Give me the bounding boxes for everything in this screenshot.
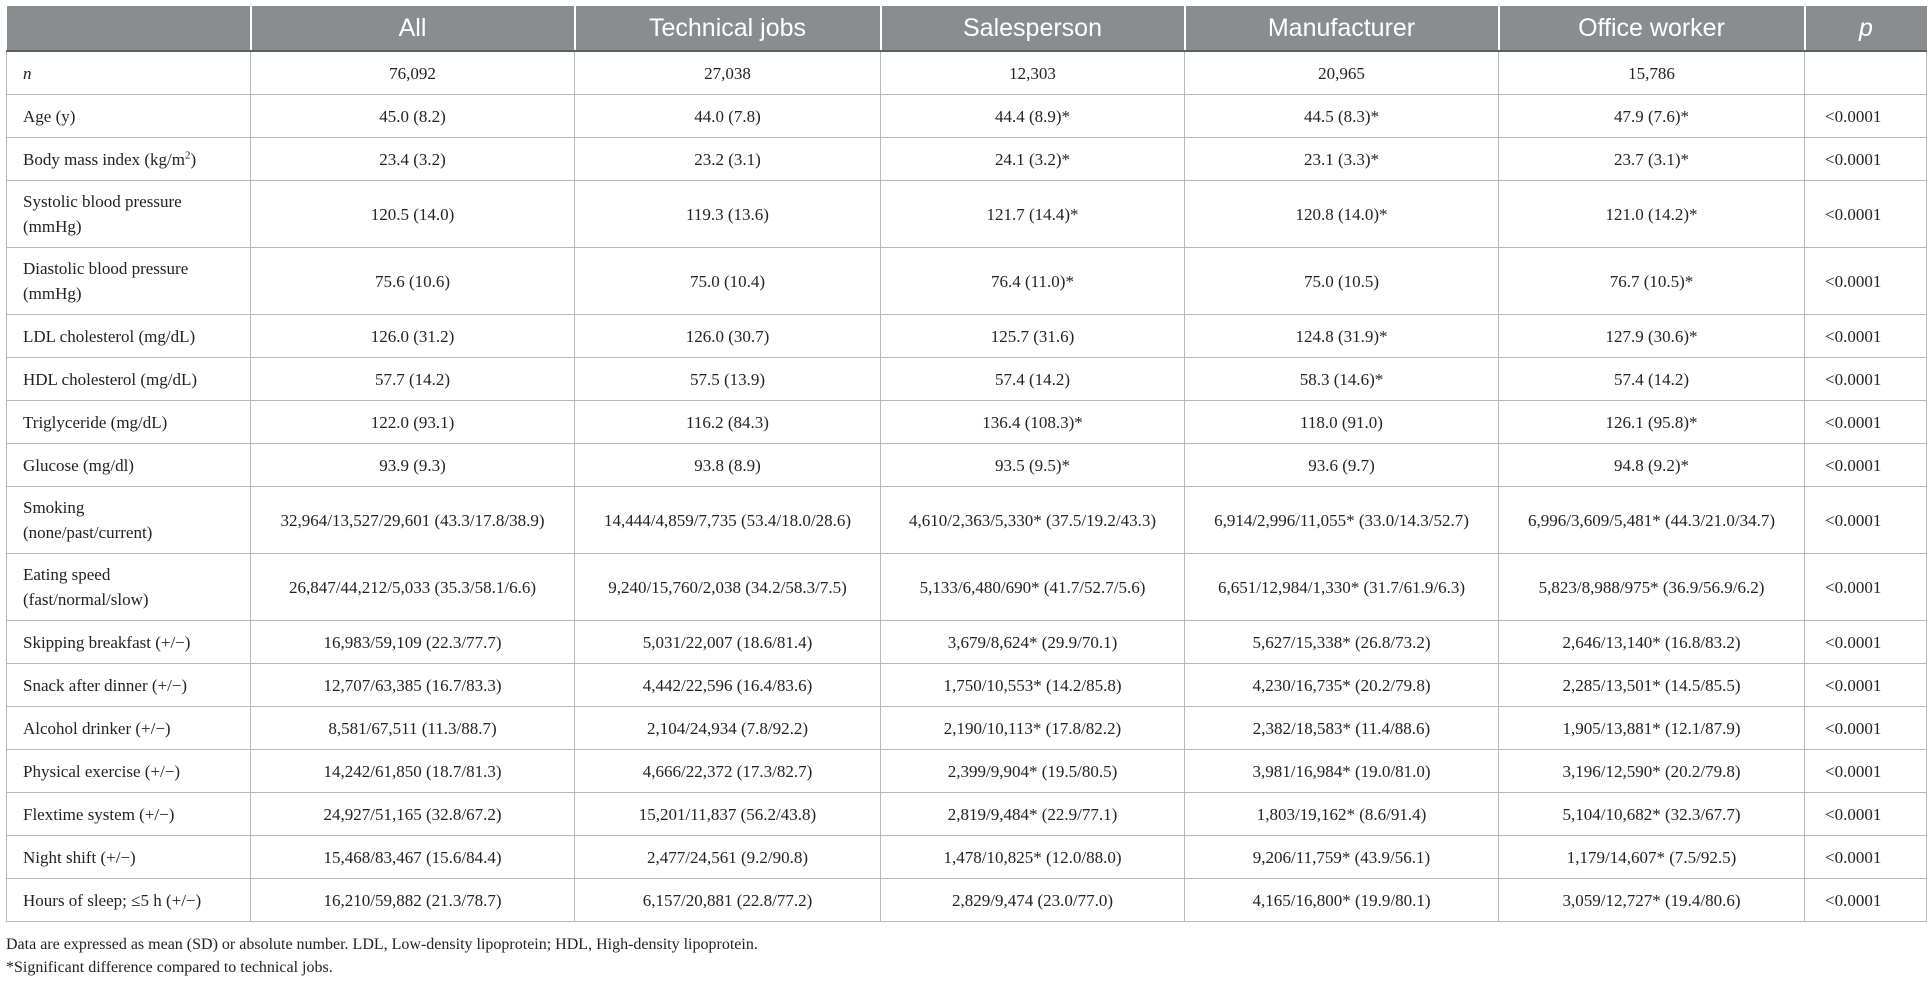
table-cell: 76.4 (11.0)* [881,248,1185,315]
table-cell: 76.7 (10.5)* [1499,248,1805,315]
row-label [7,181,251,248]
table-row [7,707,1927,750]
footnote: Data are expressed as mean (SD) or absolute number. LDL, Low-density lipoprotein; HDL, High-density lipoprotein. [6,936,758,953]
table-row [7,750,1927,793]
table-cell: 2,646/13,140* (16.8/83.2) [1499,621,1805,664]
table-cell: 44.0 (7.8) [575,95,881,138]
table-cell: 15,786 [1499,51,1805,95]
p-value-cell: <0.0001 [1805,358,1927,401]
table-cell: 120.8 (14.0)* [1185,181,1499,248]
row-label: LDL cholesterol (mg/dL) [7,315,251,358]
table-cell: 9,240/15,760/2,038 (34.2/58.3/7.5) [575,554,881,621]
table-cell: 4,610/2,363/5,330* (37.5/19.2/43.3) [881,487,1185,554]
table-cell: 1,478/10,825* (12.0/88.0) [881,836,1185,879]
table-cell: 23.1 (3.3)* [1185,138,1499,181]
row-label: n [7,51,251,95]
table-cell: 75.6 (10.6) [251,248,575,315]
p-value-cell: <0.0001 [1805,181,1927,248]
p-value-cell: <0.0001 [1805,444,1927,487]
column-header: Technical jobs [575,6,881,51]
table-cell: 119.3 (13.6) [575,181,881,248]
row-label [7,554,251,621]
table-cell: 2,104/24,934 (7.8/92.2) [575,707,881,750]
data-table [6,6,1927,922]
table-cell: 127.9 (30.6)* [1499,315,1805,358]
table-cell: 58.3 (14.6)* [1185,358,1499,401]
table-cell: 125.7 (31.6) [881,315,1185,358]
table-cell: 5,104/10,682* (32.3/67.7) [1499,793,1805,836]
row-label: Flextime system (+/−) [7,793,251,836]
p-value-cell [1805,51,1927,95]
table-cell: 75.0 (10.5) [1185,248,1499,315]
table-cell: 76,092 [251,51,575,95]
table-cell: 14,242/61,850 (18.7/81.3) [251,750,575,793]
table-cell: 93.5 (9.5)* [881,444,1185,487]
table-row [7,401,1927,444]
table-cell: 121.0 (14.2)* [1499,181,1805,248]
table-cell: 47.9 (7.6)* [1499,95,1805,138]
table-cell: 23.7 (3.1)* [1499,138,1805,181]
table-cell: 2,399/9,904* (19.5/80.5) [881,750,1185,793]
table-cell: 24,927/51,165 (32.8/67.2) [251,793,575,836]
table-cell: 5,823/8,988/975* (36.9/56.9/6.2) [1499,554,1805,621]
table-body [7,51,1927,922]
p-value-cell: <0.0001 [1805,664,1927,707]
row-label-line: Systolic blood pressure [23,192,182,211]
table-cell: 6,914/2,996/11,055* (33.0/14.3/52.7) [1185,487,1499,554]
table-cell: 122.0 (93.1) [251,401,575,444]
row-label-line: (none/past/current) [23,523,153,542]
table-row [7,554,1927,621]
table-cell: 2,829/9,474 (23.0/77.0) [881,879,1185,922]
row-label-line: (mmHg) [23,284,82,303]
table-row [7,51,1927,95]
table-cell: 23.4 (3.2) [251,138,575,181]
table-cell: 44.4 (8.9)* [881,95,1185,138]
row-label: Hours of sleep; ≤5 h (+/−) [7,879,251,922]
table-cell: 120.5 (14.0) [251,181,575,248]
row-label: Triglyceride (mg/dL) [7,401,251,444]
table-cell: 12,707/63,385 (16.7/83.3) [251,664,575,707]
table-cell: 12,303 [881,51,1185,95]
table-cell: 4,442/22,596 (16.4/83.6) [575,664,881,707]
column-header: Office worker [1499,6,1805,51]
table-cell: 124.8 (31.9)* [1185,315,1499,358]
table-cell: 3,679/8,624* (29.9/70.1) [881,621,1185,664]
row-label-line: Diastolic blood pressure [23,259,189,278]
row-label: Physical exercise (+/−) [7,750,251,793]
table-cell: 75.0 (10.4) [575,248,881,315]
table-row [7,248,1927,315]
row-label [7,487,251,554]
table-cell: 2,382/18,583* (11.4/88.6) [1185,707,1499,750]
table-cell: 4,666/22,372 (17.3/82.7) [575,750,881,793]
table-row [7,444,1927,487]
table-cell: 4,230/16,735* (20.2/79.8) [1185,664,1499,707]
table-row [7,879,1927,922]
table-cell: 16,210/59,882 (21.3/78.7) [251,879,575,922]
table-cell: 3,196/12,590* (20.2/79.8) [1499,750,1805,793]
table-cell: 5,627/15,338* (26.8/73.2) [1185,621,1499,664]
p-value-cell: <0.0001 [1805,401,1927,444]
table-cell: 126.1 (95.8)* [1499,401,1805,444]
table-cell: 126.0 (31.2) [251,315,575,358]
table-cell: 2,285/13,501* (14.5/85.5) [1499,664,1805,707]
p-value-cell: <0.0001 [1805,315,1927,358]
row-label-superscript: 2 [184,148,191,161]
table-cell: 20,965 [1185,51,1499,95]
row-label-text: ) [190,149,197,169]
table-cell: 23.2 (3.1) [575,138,881,181]
table-row [7,621,1927,664]
p-value-cell: <0.0001 [1805,750,1927,793]
table-cell: 45.0 (8.2) [251,95,575,138]
table-cell: 8,581/67,511 (11.3/88.7) [251,707,575,750]
row-label [7,248,251,315]
table-notes [6,933,758,979]
table-cell: 57.5 (13.9) [575,358,881,401]
column-header-p: p [1805,6,1927,51]
footnote: *Significant difference compared to technical jobs. [6,959,333,976]
table-row [7,358,1927,401]
table-cell: 93.9 (9.3) [251,444,575,487]
table-cell: 94.8 (9.2)* [1499,444,1805,487]
p-value-cell: <0.0001 [1805,879,1927,922]
table-cell: 1,905/13,881* (12.1/87.9) [1499,707,1805,750]
table-cell: 9,206/11,759* (43.9/56.1) [1185,836,1499,879]
column-header: Salesperson [881,6,1185,51]
table-cell: 57.4 (14.2) [881,358,1185,401]
p-value-cell: <0.0001 [1805,95,1927,138]
p-value-cell: <0.0001 [1805,138,1927,181]
table-cell: 24.1 (3.2)* [881,138,1185,181]
p-value-cell: <0.0001 [1805,793,1927,836]
table-cell: 4,165/16,800* (19.9/80.1) [1185,879,1499,922]
table-row [7,793,1927,836]
table-cell: 57.7 (14.2) [251,358,575,401]
column-header: Manufacturer [1185,6,1499,51]
table-cell: 93.6 (9.7) [1185,444,1499,487]
row-label: Glucose (mg/dl) [7,444,251,487]
table-cell: 16,983/59,109 (22.3/77.7) [251,621,575,664]
p-value-cell: <0.0001 [1805,836,1927,879]
table-cell: 32,964/13,527/29,601 (43.3/17.8/38.9) [251,487,575,554]
table-cell: 136.4 (108.3)* [881,401,1185,444]
table-cell: 6,996/3,609/5,481* (44.3/21.0/34.7) [1499,487,1805,554]
table-cell: 27,038 [575,51,881,95]
table-cell: 15,468/83,467 (15.6/84.4) [251,836,575,879]
table-cell: 116.2 (84.3) [575,401,881,444]
table-cell: 93.8 (8.9) [575,444,881,487]
row-label-line: (fast/normal/slow) [23,590,149,609]
row-label: HDL cholesterol (mg/dL) [7,358,251,401]
table-cell: 2,819/9,484* (22.9/77.1) [881,793,1185,836]
column-header: All [251,6,575,51]
table-cell: 121.7 (14.4)* [881,181,1185,248]
table-cell: 3,981/16,984* (19.0/81.0) [1185,750,1499,793]
row-label-line: (mmHg) [23,217,82,236]
header-row [7,6,1927,51]
table-cell: 3,059/12,727* (19.4/80.6) [1499,879,1805,922]
table-cell: 26,847/44,212/5,033 (35.3/58.1/6.6) [251,554,575,621]
table-row [7,836,1927,879]
table-cell: 44.5 (8.3)* [1185,95,1499,138]
table-cell: 15,201/11,837 (56.2/43.8) [575,793,881,836]
row-label: Age (y) [7,95,251,138]
table-cell: 57.4 (14.2) [1499,358,1805,401]
table-cell: 6,157/20,881 (22.8/77.2) [575,879,881,922]
table-row [7,181,1927,248]
table-row [7,138,1927,181]
table-cell: 14,444/4,859/7,735 (53.4/18.0/28.6) [575,487,881,554]
p-value-cell: <0.0001 [1805,554,1927,621]
table-cell: 2,477/24,561 (9.2/90.8) [575,836,881,879]
table-cell: 126.0 (30.7) [575,315,881,358]
row-label: Night shift (+/−) [7,836,251,879]
table-cell: 1,750/10,553* (14.2/85.8) [881,664,1185,707]
table-cell: 5,031/22,007 (18.6/81.4) [575,621,881,664]
table-cell: 1,803/19,162* (8.6/91.4) [1185,793,1499,836]
table-cell: 5,133/6,480/690* (41.7/52.7/5.6) [881,554,1185,621]
table-cell: 1,179/14,607* (7.5/92.5) [1499,836,1805,879]
p-value-cell: <0.0001 [1805,707,1927,750]
row-label-text: Body mass index (kg/m [23,149,185,169]
header-label-cell [7,6,251,51]
table-row [7,315,1927,358]
table-cell: 6,651/12,984/1,330* (31.7/61.9/6.3) [1185,554,1499,621]
row-label-line: Smoking [23,498,85,517]
row-label: Snack after dinner (+/−) [7,664,251,707]
row-label [7,138,251,181]
table-row [7,95,1927,138]
table-row [7,487,1927,554]
data-table-container [6,6,1926,922]
row-label: Alcohol drinker (+/−) [7,707,251,750]
table-row [7,664,1927,707]
table-cell: 118.0 (91.0) [1185,401,1499,444]
table-cell: 2,190/10,113* (17.8/82.2) [881,707,1185,750]
p-value-cell: <0.0001 [1805,621,1927,664]
row-label: Skipping breakfast (+/−) [7,621,251,664]
row-label-line: Eating speed [23,565,111,584]
p-value-cell: <0.0001 [1805,487,1927,554]
p-value-cell: <0.0001 [1805,248,1927,315]
